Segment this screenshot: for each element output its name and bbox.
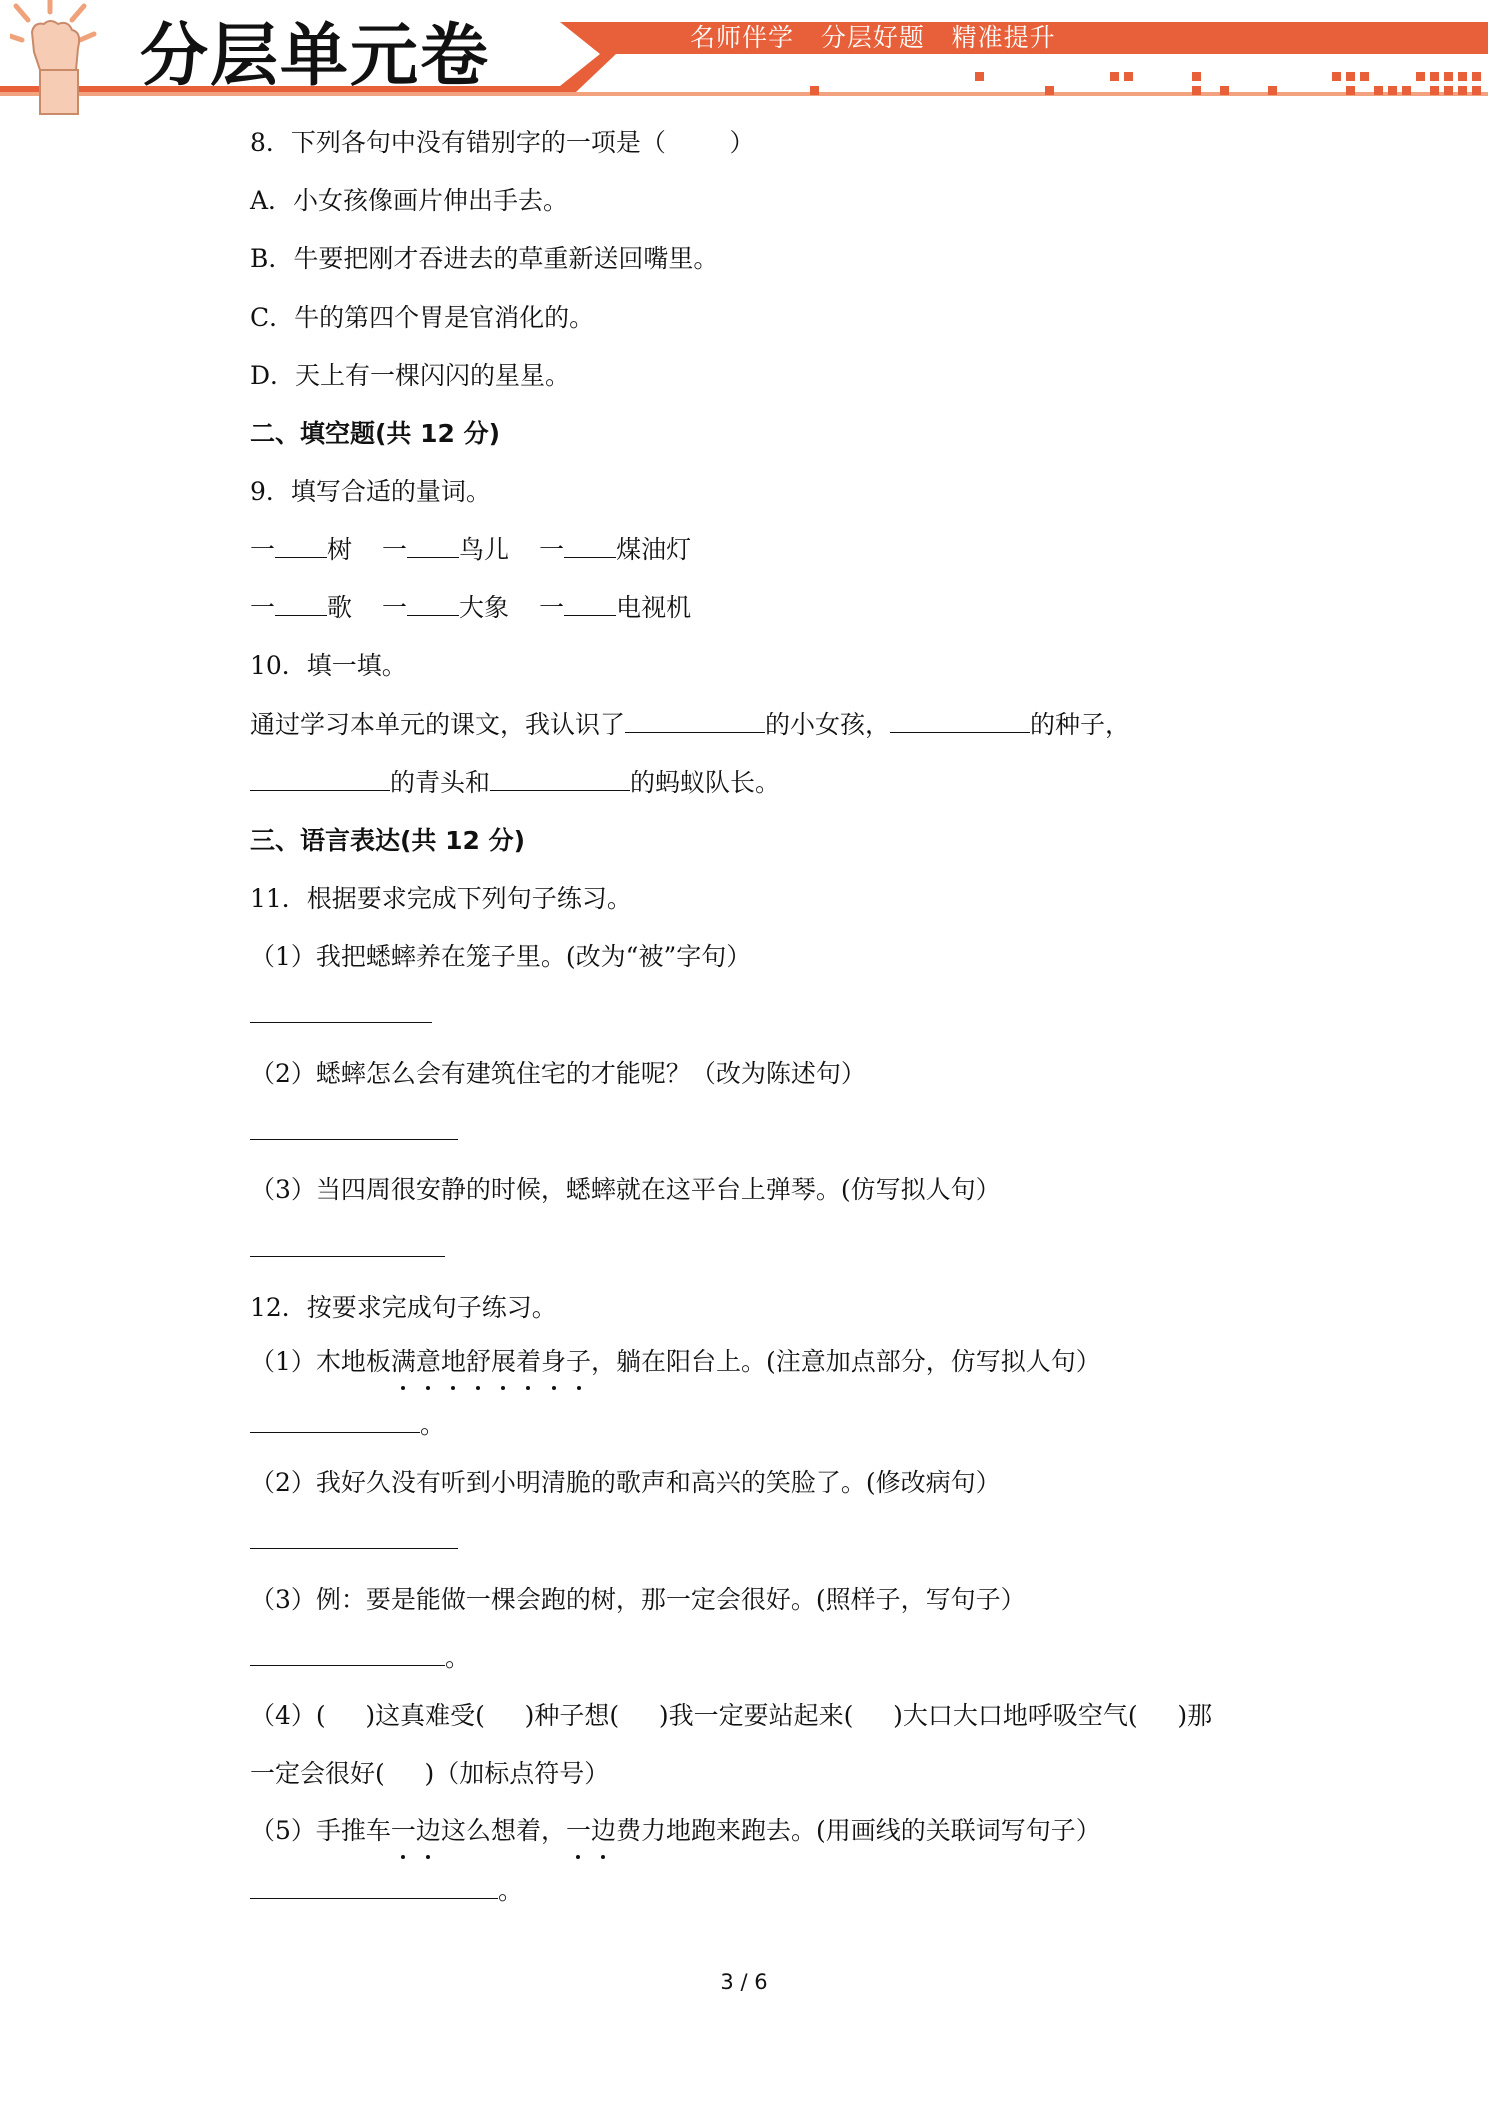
dotted-char: 着 [515, 1347, 541, 1376]
answer-blank[interactable] [407, 531, 459, 558]
dotted-char: 展 [490, 1347, 516, 1376]
answer-blank[interactable] [275, 589, 327, 616]
dotted-char: 身 [541, 1347, 567, 1376]
sentence-text: ，躺在阳台上。(注意加点部分，仿写拟人句） [591, 1347, 1101, 1376]
dotted-conjunction-1 [391, 1816, 441, 1845]
question-9-row-2 [250, 588, 691, 624]
answer-blank[interactable] [490, 764, 630, 791]
fill-text: 的青头和 [390, 768, 491, 797]
dotted-conjunction-2 [566, 1816, 616, 1845]
measure-prefix: 一 [382, 535, 408, 564]
question-10-stem: 10．填一填。 [250, 651, 407, 680]
measure-noun: 煤油灯 [616, 535, 692, 564]
fill-text: 的种子， [1030, 710, 1131, 739]
measure-prefix: 一 [250, 593, 276, 622]
dotted-char: 地 [440, 1347, 466, 1376]
answer-line[interactable] [250, 1548, 458, 1549]
answer-line[interactable] [250, 1139, 458, 1140]
question-12-part-2: （2）我好久没有听到小明清脆的歌声和高兴的笑脸了。(修改病句） [250, 1468, 1001, 1497]
dotted-char: 意 [415, 1347, 441, 1376]
header-slogan: 名师伴学 分层好题 精准提升 [690, 23, 1056, 52]
dotted-char: 满 [390, 1347, 416, 1376]
answer-blank[interactable] [564, 531, 616, 558]
answer-blank[interactable] [625, 706, 765, 733]
question-12-part-3: （3）例：要是能做一棵会跑的树，那一定会很好。(照样子，写句子） [250, 1585, 1026, 1614]
answer-blank[interactable] [250, 1639, 445, 1666]
answer-blank[interactable] [250, 764, 390, 791]
answer-blank[interactable] [250, 1406, 420, 1433]
dotted-emphasis [391, 1347, 591, 1376]
question-11-part-1: （1）我把蟋蟀养在笼子里。(改为“被”字句） [250, 942, 752, 971]
dotted-char: 边 [415, 1816, 441, 1845]
sentence-text: （5）手推车 [250, 1816, 391, 1845]
question-8-stem: 8．下列各句中没有错别字的一项是（ ） [250, 128, 755, 157]
dotted-char: 一 [565, 1816, 591, 1845]
fill-text: 的小女孩， [765, 710, 891, 739]
period-mark: 。 [498, 1876, 524, 1905]
fist-logo-icon [10, 0, 130, 118]
question-8-option-b: B．牛要把刚才吞进去的草重新送回嘴里。 [250, 244, 719, 273]
question-12-part-5 [250, 1811, 1101, 1847]
answer-line[interactable] [250, 1022, 432, 1023]
period-mark: 。 [420, 1410, 446, 1439]
question-12-answer-5 [250, 1871, 523, 1907]
measure-noun: 鸟儿 [459, 535, 510, 564]
dotted-char: 一 [390, 1816, 416, 1845]
question-10-line-2 [250, 763, 780, 799]
page-number: 3 / 6 [720, 1970, 768, 1994]
measure-noun: 大象 [459, 593, 510, 622]
dotted-char: 边 [590, 1816, 616, 1845]
decorative-squares-icon [810, 72, 1481, 95]
measure-noun: 电视机 [616, 593, 692, 622]
answer-blank[interactable] [250, 1872, 498, 1899]
question-9-row-1 [250, 530, 691, 566]
question-11-stem: 11．根据要求完成下列句子练习。 [250, 884, 632, 913]
answer-line[interactable] [250, 1256, 445, 1257]
question-11-part-3: （3）当四周很安静的时候，蟋蟀就在这平台上弹琴。(仿写拟人句） [250, 1175, 1001, 1204]
measure-noun: 树 [327, 535, 353, 564]
measure-prefix: 一 [539, 593, 565, 622]
dotted-char: 舒 [465, 1347, 491, 1376]
fill-text: 通过学习本单元的课文，我认识了 [250, 710, 626, 739]
section-3-heading: 三、语言表达(共 12 分) [250, 826, 526, 855]
section-2-heading: 二、填空题(共 12 分) [250, 419, 501, 448]
question-12-answer-1 [250, 1405, 445, 1441]
question-8-option-a: A．小女孩像画片伸出手去。 [250, 186, 569, 215]
measure-prefix: 一 [382, 593, 408, 622]
question-12-part-4b: 一定会很好( )（加标点符号） [250, 1759, 610, 1788]
question-12-part-4a: （4）( )这真难受( )种子想( )我一定要站起来( )大口大口地呼吸空气( )那 [250, 1701, 1213, 1730]
question-12-answer-3 [250, 1638, 470, 1674]
answer-blank[interactable] [275, 531, 327, 558]
question-12-stem: 12．按要求完成句子练习。 [250, 1293, 557, 1322]
page-header [0, 0, 1488, 120]
fill-text: 的蚂蚁队长。 [630, 768, 781, 797]
answer-blank[interactable] [564, 589, 616, 616]
dotted-char: 子 [566, 1347, 592, 1376]
question-9-stem: 9．填写合适的量词。 [250, 477, 491, 506]
measure-noun: 歌 [327, 593, 353, 622]
question-11-part-2: （2）蟋蟀怎么会有建筑住宅的才能呢？（改为陈述句） [250, 1059, 866, 1088]
answer-blank[interactable] [407, 589, 459, 616]
measure-prefix: 一 [250, 535, 276, 564]
question-12-part-1 [250, 1342, 1101, 1378]
answer-blank[interactable] [890, 706, 1030, 733]
sentence-text: 这么想着， [440, 1816, 566, 1845]
sentence-text: 费力地跑来跑去。(用画线的关联词写句子） [615, 1816, 1101, 1845]
measure-prefix: 一 [539, 535, 565, 564]
question-8-option-d: D．天上有一棵闪闪的星星。 [250, 361, 571, 390]
question-8-option-c: C．牛的第四个胃是官消化的。 [250, 303, 595, 332]
brand-title: 分层单元卷 [140, 17, 491, 96]
question-10-line-1 [250, 705, 1130, 741]
period-mark: 。 [445, 1643, 471, 1672]
sentence-text: （1）木地板 [250, 1347, 391, 1376]
